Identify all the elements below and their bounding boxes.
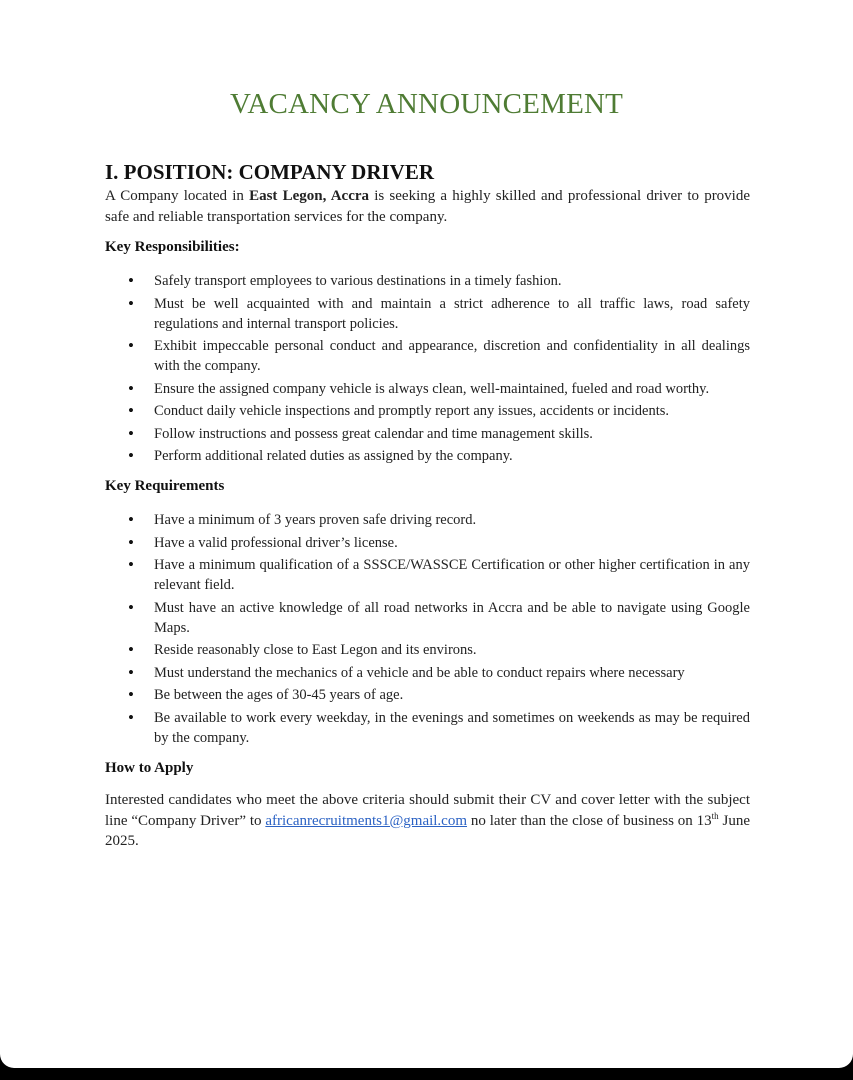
list-item: • Be available to work every weekday, in the evenings and sometimes on weekends as may be required by the company.: [105, 708, 750, 748]
intro-location: East Legon, Accra: [249, 188, 370, 204]
page-title: VACANCY ANNOUNCEMENT: [229, 88, 624, 120]
responsibilities-list: [105, 271, 750, 469]
apply-text-after: no later than the close of business on 13: [467, 812, 712, 829]
position-heading: I. POSITION: COMPANY DRIVER: [105, 160, 435, 184]
intro-text-before: A Company located in: [105, 188, 250, 204]
responsibilities-heading: Key Responsibilities:: [105, 239, 240, 255]
list-item: • Ensure the assigned company vehicle is always clean, well-maintained, fueled and road worthy.: [105, 379, 750, 399]
email-link[interactable]: africanrecruitments1@gmail.com: [265, 812, 468, 829]
requirements-list: [105, 510, 750, 750]
requirements-heading: Key Requirements: [105, 478, 225, 494]
apply-date-tail: June 2025.: [105, 812, 750, 849]
apply-paragraph: [105, 790, 750, 852]
list-item: • Reside reasonably close to East Legon and its environs.: [105, 640, 750, 660]
list-item: • Perform additional related duties as assigned by the company.: [105, 446, 750, 466]
how-to-apply-heading: How to Apply: [105, 760, 194, 776]
list-item: • Conduct daily vehicle inspections and promptly report any issues, accidents or incidents.: [105, 401, 750, 421]
intro-text-after: is seeking a highly skilled and professional driver to provide safe and reliable transportation services for the company.: [105, 188, 751, 225]
list-item: • Have a minimum qualification of a SSSCE/WASSCE Certification or other higher certification in any relevant field.: [105, 555, 750, 595]
intro-paragraph: [105, 186, 750, 228]
list-item: • Have a minimum of 3 years proven safe driving record.: [105, 510, 750, 530]
date-suffix: th: [711, 810, 719, 821]
list-item: • Be between the ages of 30-45 years of age.: [105, 685, 750, 705]
list-item: • Must have an active knowledge of all road networks in Accra and be able to navigate using Google Maps.: [105, 598, 750, 638]
list-item: • Safely transport employees to various destinations in a timely fashion.: [105, 271, 750, 291]
bottom-bar: [0, 1068, 853, 1080]
list-item: • Exhibit impeccable personal conduct and appearance, discretion and confidentiality in all dealings with the company.: [105, 336, 750, 376]
apply-text-before: Interested candidates who meet the above criteria should submit their CV and cover letter with the subject line “Company Driver” to: [105, 792, 750, 829]
list-item: • Have a valid professional driver’s license.: [105, 533, 750, 553]
list-item: • Follow instructions and possess great calendar and time management skills.: [105, 424, 750, 444]
list-item: • Must be well acquainted with and maintain a strict adherence to all traffic laws, road safety regulations and internal transport policies.: [105, 294, 750, 334]
list-item: • Must understand the mechanics of a vehicle and be able to conduct repairs where necessary: [105, 663, 750, 683]
